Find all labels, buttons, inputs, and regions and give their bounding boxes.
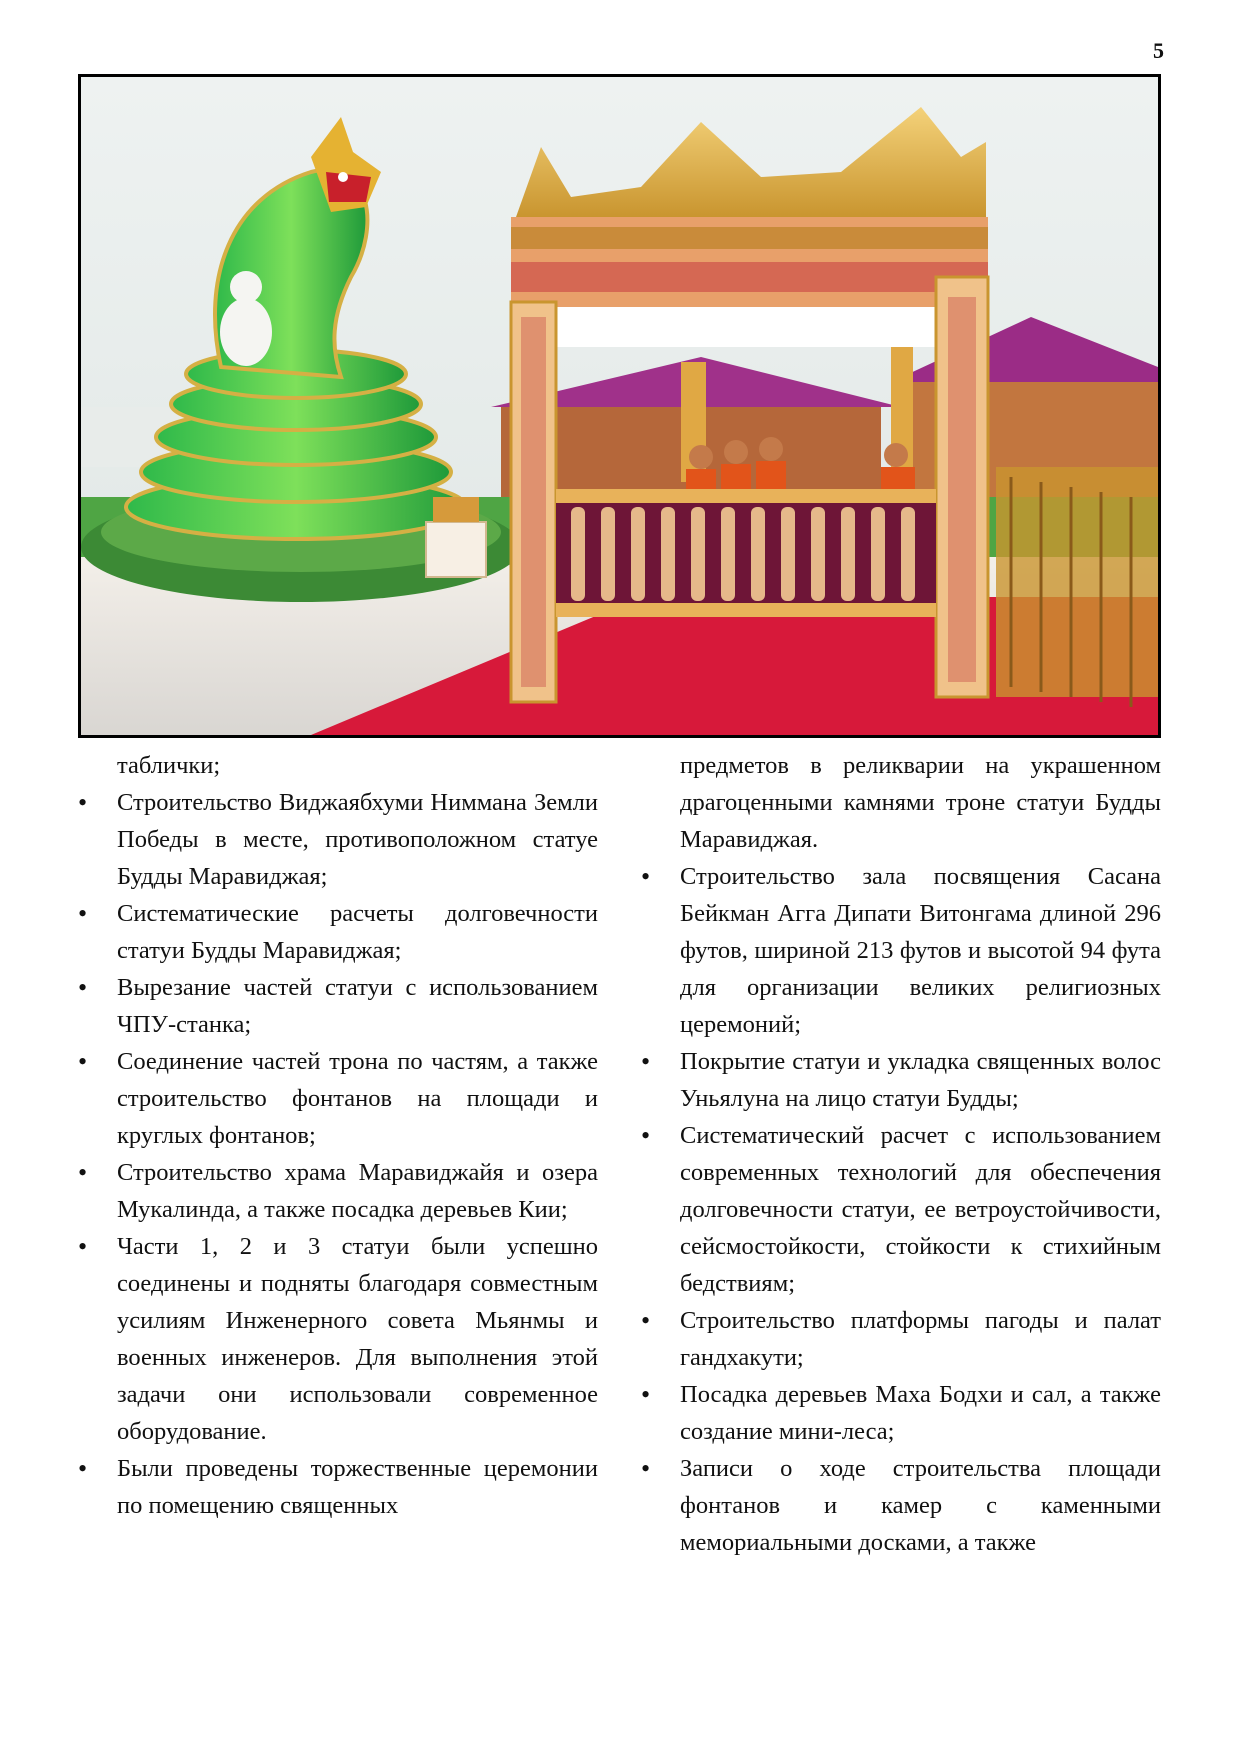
list-item: • Посадка деревьев Маха Бодхи и сал, а также создание мини-леса; — [641, 1376, 1161, 1450]
right-list — [641, 747, 1161, 1561]
list-item: • Систематические расчеты долговечности статуи Будды Маравиджая; — [78, 895, 598, 969]
right-text-column — [641, 747, 1161, 1561]
list-item: • Систематический расчет с использованием современных технологий для обеспечения долговечности статуи, ее ветроустойчивости, сейсмостойкости, стойкости к стихийным бедствиям; — [641, 1117, 1161, 1302]
list-item: • Строительство Виджаябхуми Ниммана Земли Победы в месте, противоположном статуе Будды Маравиджая; — [78, 784, 598, 895]
left-list — [78, 747, 598, 1524]
list-item: • Соединение частей трона по частям, а также строительство фонтанов на площади и круглых фонтанов; — [78, 1043, 598, 1154]
list-item: таблички; — [117, 752, 221, 779]
list-item: • Записи о ходе строительства площади фонтанов и камер с каменными мемориальными досками, а также — [641, 1450, 1161, 1561]
list-item: • Были проведены торжественные церемонии по помещению священных — [78, 1450, 598, 1524]
photo-illustration — [81, 77, 1158, 735]
page-number: 5 — [1153, 38, 1164, 63]
left-text-column — [78, 747, 598, 1524]
list-item: • Строительство платформы пагоды и палат гандхакути; — [641, 1302, 1161, 1376]
ceremony-photo — [78, 74, 1161, 738]
list-item: • Вырезание частей статуи с использованием ЧПУ-станка; — [78, 969, 598, 1043]
list-item: • Строительство храма Маравиджайя и озера Мукалинда, а также посадка деревьев Кии; — [78, 1154, 598, 1228]
list-item: • Строительство зала посвящения Сасана Бейкман Агга Дипати Витонгама длиной 296 футов, шириной 213 футов и высотой 94 фута для организации великих религиозных церемоний; — [641, 858, 1161, 1043]
list-item: предметов в реликварии на украшенном драгоценными камнями троне статуи Будды Маравиджая. — [680, 752, 1161, 853]
list-item: • Покрытие статуи и укладка священных волос Уньялуна на лицо статуи Будды; — [641, 1043, 1161, 1117]
list-item: • Части 1, 2 и 3 статуи были успешно соединены и подняты благодаря совместным усилиям Инженерного совета Мьянмы и военных инженеров. Для выполнения этой задачи они использовали современное оборудование. — [78, 1228, 598, 1450]
